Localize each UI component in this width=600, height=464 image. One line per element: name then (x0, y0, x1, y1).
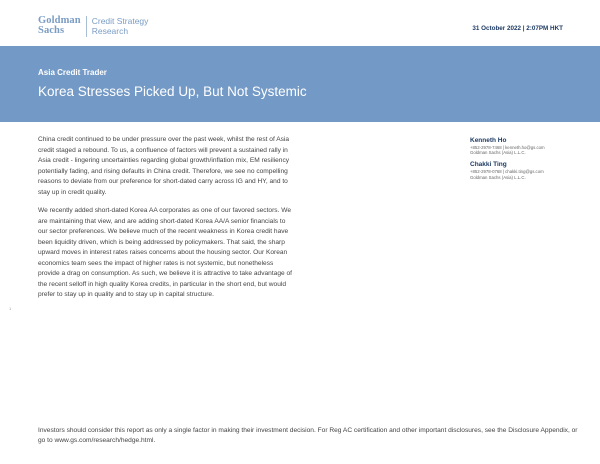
author-list (470, 137, 580, 186)
disclaimer[interactable]: Investors should consider this report as only a single factor in making their investment decision. For Reg AC certification and other important disclosures, see the Disclosure Appendix, or go to www.gs.com/research/hedge.html. (38, 427, 578, 444)
goldman-sachs-logo (38, 16, 148, 37)
author-contact[interactable]: +852-2978-0768 | chakki.ting@gs.com (470, 169, 544, 175)
body-paragraph: We recently added short-dated Korea AA corporates as one of our favored sectors. We are maintaining that view, and are adding short-dated Korea AA/A senior financials to our sector preferences. We believe much of the recent weakness in Korea credit have been liquidity driven, which is being addressed by policymakers. That said, the sharp upward moves in interest rates raises concerns about the housing sector. Our Korean economics team sees the impact of higher rates is not systemic, but nonetheless provide a drag on consumption. As such, we believe it is attractive to take advantage of the recent selloff in high quality Korea credits, in particular in the short end, but would prefer to stay up in quality and to stay up in capital structure. (38, 207, 293, 298)
author-entity: Goldman Sachs (Asia) L.L.C. (470, 150, 526, 156)
report-title: Korea Stresses Picked Up, But Not Systemic (38, 84, 307, 99)
author-entity: Goldman Sachs (Asia) L.L.C. (470, 174, 526, 180)
body-paragraph: China credit continued to be under pressure over the past week, whilst the rest of Asia credit staged a rebound. To us, a confluence of factors will prevent a sustained rally in Asia credit - lingering uncertainties regarding global growth/inflation mix, EM resiliency potentially fading, and rising defaults in China credit. Therefore, we see no compelling reasons to deviate from our preference for short-dated carry across IG and HY, and to stay up in credit quality. (38, 136, 290, 196)
report-date: 31 October 2022 | 2:07PM HKT (472, 25, 563, 32)
author-contact[interactable]: +852-2978-7468 | kenneth.ho@gs.com (470, 145, 545, 150)
author-card (470, 137, 580, 155)
series-name: Asia Credit Trader (38, 68, 107, 77)
logo-wordmark: Goldman Sachs (38, 15, 81, 36)
logo-divider (86, 16, 87, 37)
margin-mark: 1 (9, 306, 12, 311)
report-body (38, 135, 294, 309)
page-header (0, 0, 600, 46)
author-name: Chakki Ting (470, 161, 507, 169)
author-card (470, 161, 580, 179)
author-name: Kenneth Ho (470, 137, 507, 144)
division-name: Credit Strategy Research (91, 16, 149, 36)
